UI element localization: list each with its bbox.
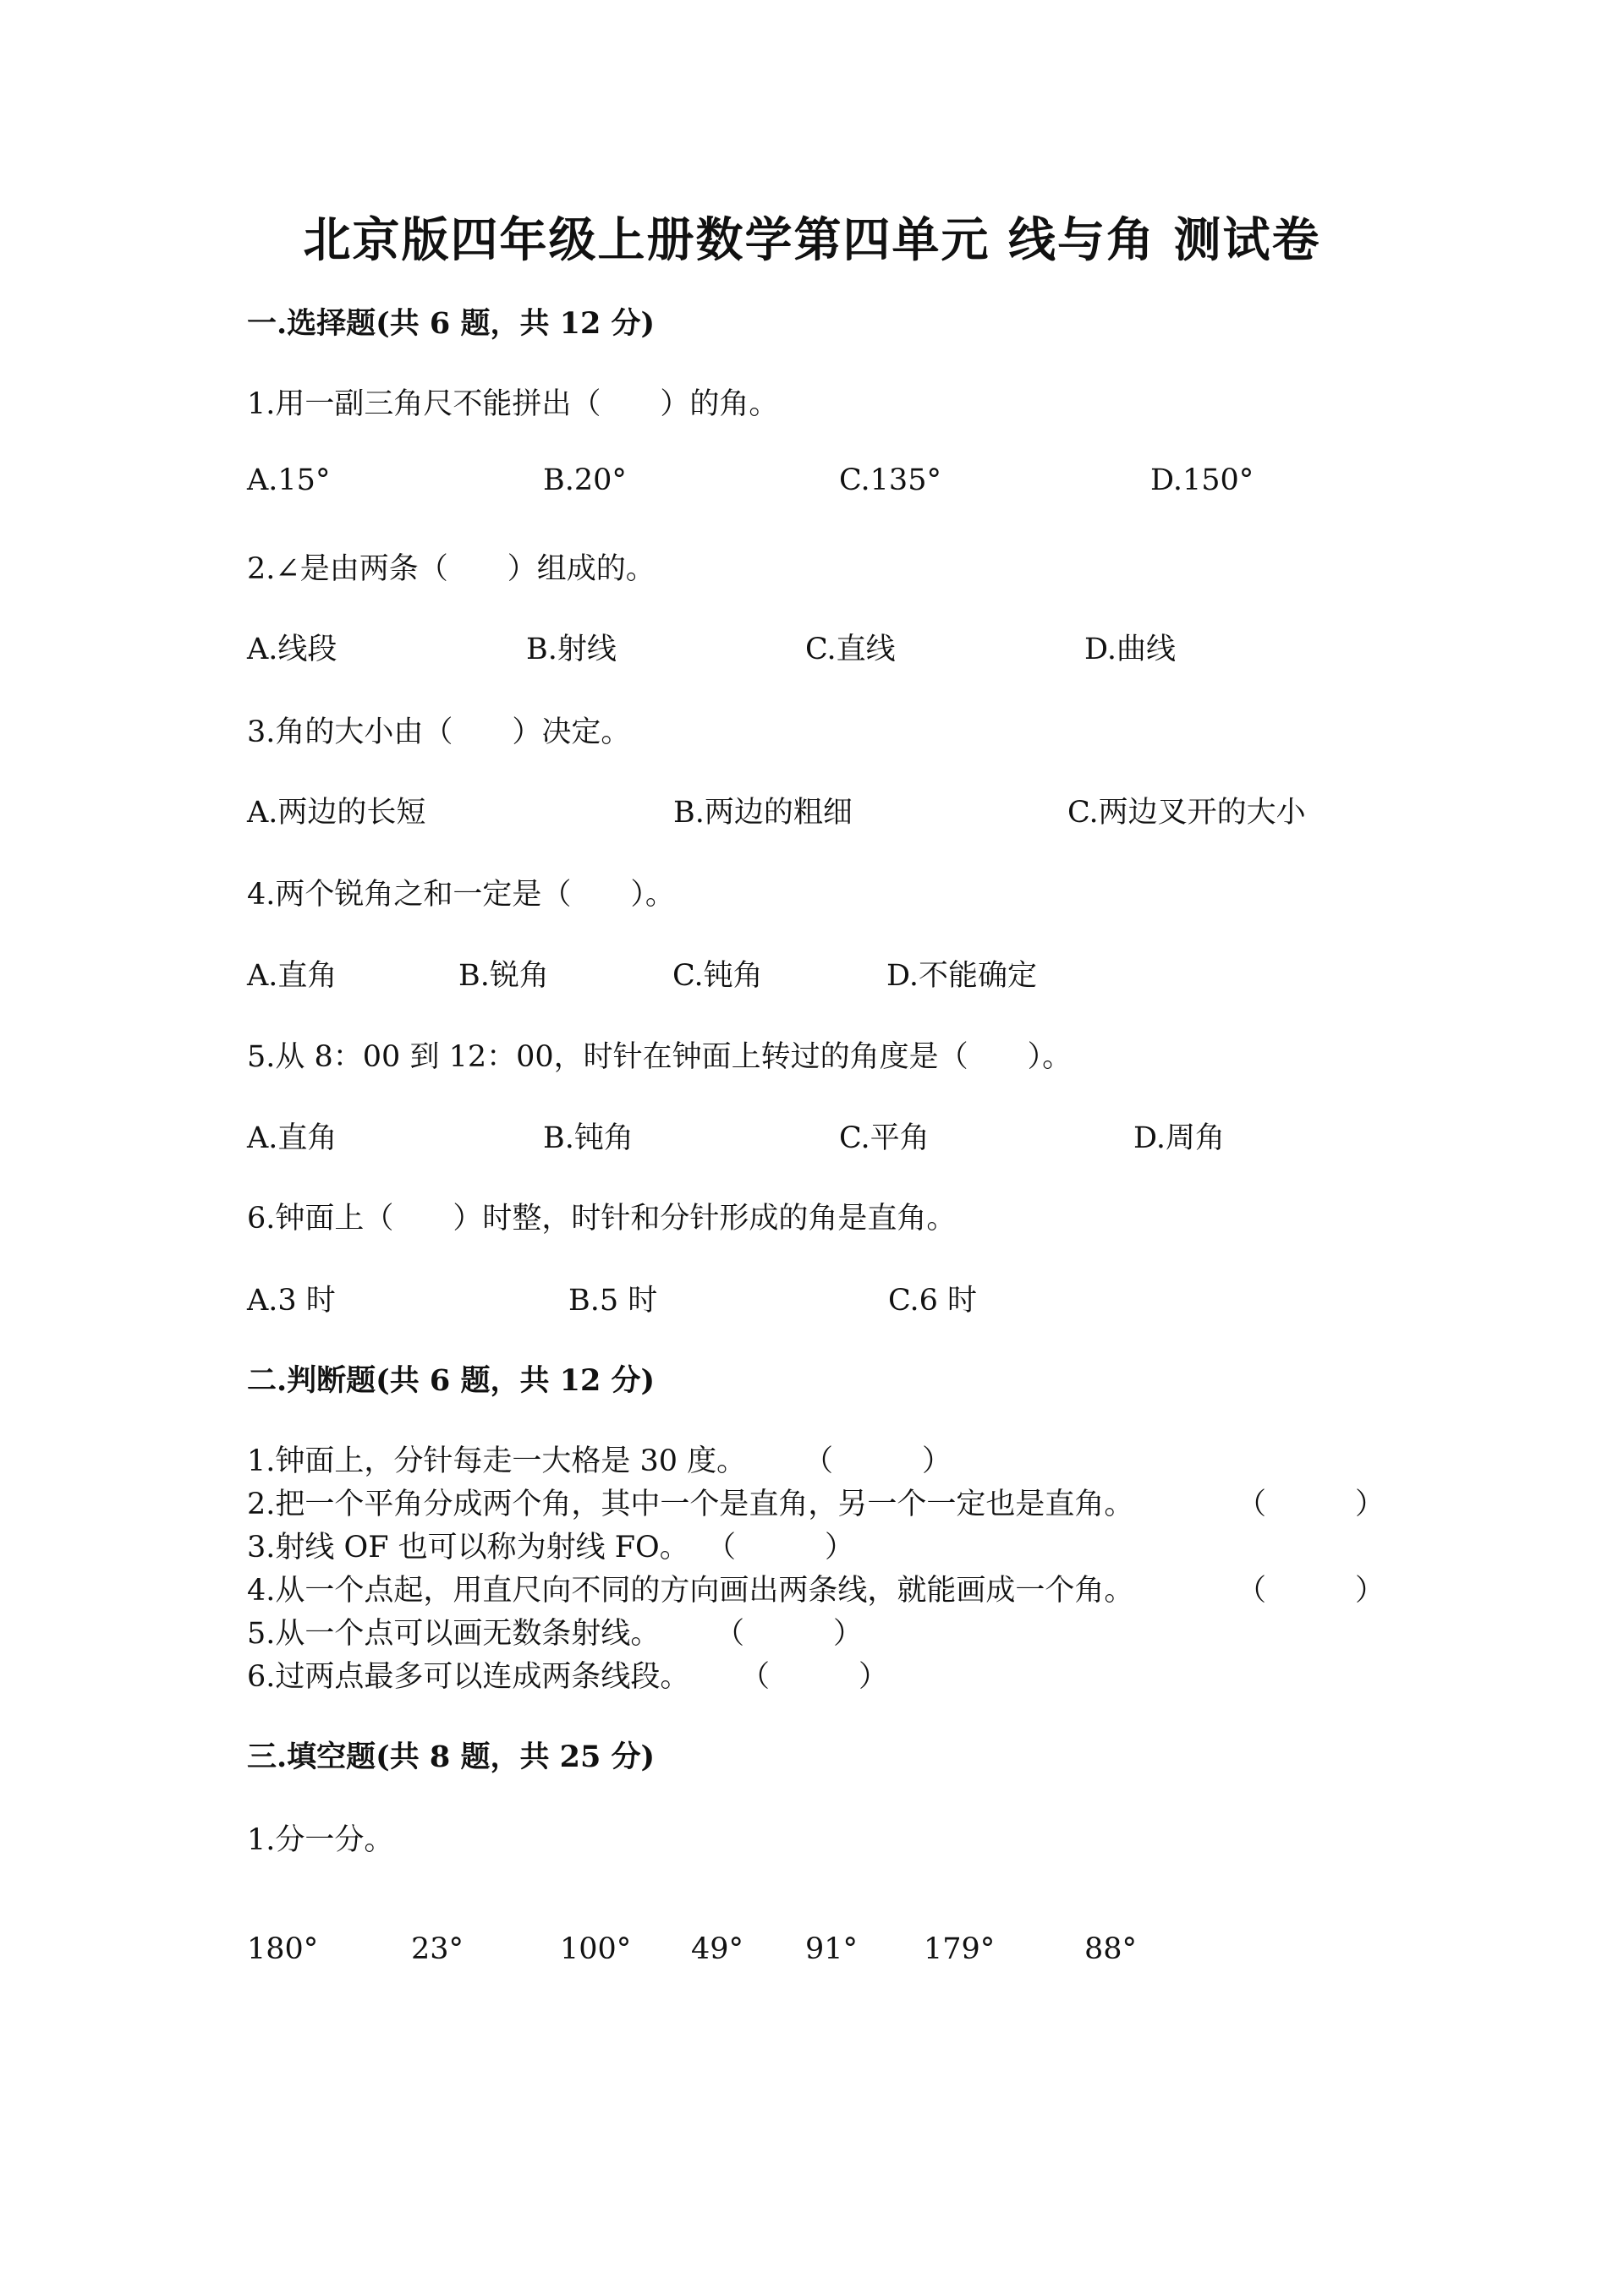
answer-blank: （ ） <box>1237 1574 1385 1608</box>
choice-option: C.钝角 <box>672 959 763 993</box>
answer-blank: （ ） <box>1237 1488 1385 1521</box>
choice-option: A.线段 <box>247 633 337 666</box>
judgement-text: 1.钟面上，分针每走一大格是 30 度。 <box>247 1444 747 1478</box>
degree-value: 23° <box>411 1932 464 1966</box>
judgement-text: 5.从一个点可以画无数条射线。 <box>247 1617 661 1651</box>
choice-question-1: 1.用一副三角尺不能拼出（ ）的角。 <box>247 387 779 421</box>
judgement-item-3 <box>247 1524 855 1566</box>
fill-question-1: 1.分一分。 <box>247 1823 394 1857</box>
judgement-item-6 <box>247 1653 889 1696</box>
judgement-item-4 <box>247 1567 1385 1609</box>
choice-option: C.平角 <box>839 1121 930 1155</box>
degree-value: 180° <box>247 1932 319 1966</box>
choice-option: C.两边叉开的大小 <box>1067 796 1306 830</box>
choice-option: C.直线 <box>805 633 896 666</box>
section-heading-fill-blank: 三.填空题(共 8 题，共 25 分) <box>247 1740 656 1774</box>
degree-value: 49° <box>691 1932 744 1966</box>
choice-question-2: 2.∠是由两条（ ）组成的。 <box>247 552 656 586</box>
answer-blank: （ ） <box>706 1531 855 1564</box>
choice-option: B.射线 <box>526 633 617 666</box>
answer-blank: （ ） <box>804 1444 952 1478</box>
judgement-item-1 <box>247 1438 952 1480</box>
judgement-item-5 <box>247 1610 864 1652</box>
choice-option: A.3 时 <box>247 1284 336 1318</box>
choice-option: C.6 时 <box>888 1284 978 1318</box>
degree-value: 179° <box>924 1932 996 1966</box>
choice-question-5: 5.从 8：00 到 12：00，时针在钟面上转过的角度是（ ）。 <box>247 1040 1073 1074</box>
answer-blank: （ ） <box>715 1617 864 1651</box>
section-heading-choice: 一.选择题(共 6 题，共 12 分) <box>247 306 656 341</box>
judgement-text: 3.射线 OF 也可以称为射线 FO。 <box>247 1531 689 1564</box>
choice-option: A.两边的长短 <box>247 796 426 830</box>
degree-value: 88° <box>1084 1932 1138 1966</box>
choice-option: C.135° <box>839 463 941 497</box>
judgement-text: 6.过两点最多可以连成两条线段。 <box>247 1660 690 1694</box>
degree-value: 100° <box>560 1932 632 1966</box>
judgement-item-2 <box>247 1481 1385 1523</box>
judgement-text: 4.从一个点起，用直尺向不同的方向画出两条线，就能画成一个角。 <box>247 1574 1134 1608</box>
choice-option: B.钝角 <box>543 1121 634 1155</box>
choice-option: A.15° <box>247 463 331 497</box>
choice-question-3: 3.角的大小由（ ）决定。 <box>247 715 631 749</box>
choice-option: B.20° <box>543 463 627 497</box>
degree-value: 91° <box>805 1932 859 1966</box>
choice-question-4: 4.两个锐角之和一定是（ ）。 <box>247 878 675 912</box>
choice-option: D.周角 <box>1133 1121 1225 1155</box>
choice-option: B.两边的粗细 <box>673 796 853 830</box>
choice-option: B.5 时 <box>568 1284 658 1318</box>
choice-option: B.锐角 <box>458 959 549 993</box>
judgement-text: 2.把一个平角分成两个角，其中一个是直角，另一个一定也是直角。 <box>247 1488 1134 1521</box>
section-heading-judgement: 二.判断题(共 6 题，共 12 分) <box>247 1363 656 1398</box>
choice-option: D.不能确定 <box>886 959 1037 993</box>
choice-option: D.曲线 <box>1084 633 1176 666</box>
choice-option: D.150° <box>1150 463 1254 497</box>
choice-option: A.直角 <box>247 959 337 993</box>
answer-blank: （ ） <box>740 1660 889 1694</box>
choice-question-6: 6.钟面上（ ）时整，时针和分针形成的角是直角。 <box>247 1202 957 1236</box>
choice-option: A.直角 <box>247 1121 337 1155</box>
page-title: 北京版四年级上册数学第四单元 线与角 测试卷 <box>303 212 1321 268</box>
